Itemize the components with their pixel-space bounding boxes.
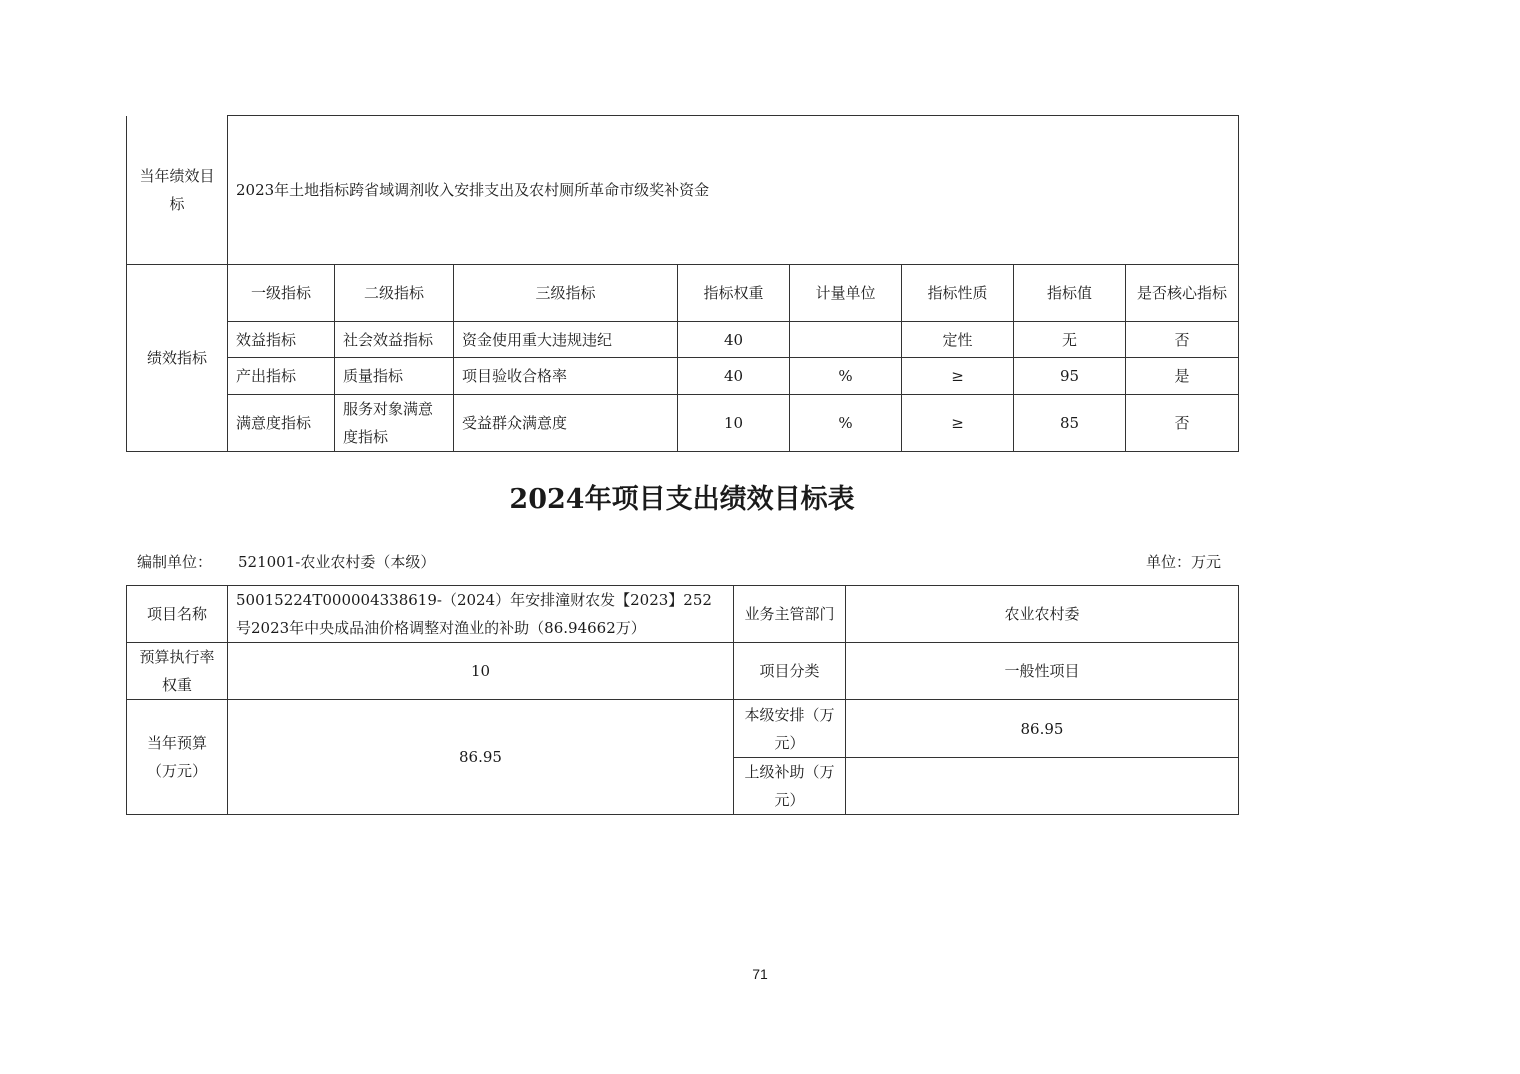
org-label: 编制单位： (137, 553, 213, 571)
cell-level3: 资金使用重大违规违纪 (454, 322, 678, 358)
table-row (127, 322, 1239, 358)
cell-nature: 定性 (902, 322, 1014, 358)
cell-value: 无 (1014, 322, 1126, 358)
performance-goal-table (126, 115, 1239, 452)
project-name-value: 50015224T000004338619-（2024）年安排潼财农发【2023】252号2023年中央成品油价格调整对渔业的补助（86.94662万） (228, 586, 734, 643)
header-level1: 一级指标 (228, 265, 335, 322)
annual-goal-label: 当年绩效目标 (127, 116, 228, 265)
category-label: 项目分类 (734, 643, 846, 700)
cell-core: 是 (1126, 358, 1239, 395)
cell-weight: 40 (678, 358, 790, 395)
cell-weight: 10 (678, 395, 790, 452)
unit-label: 单位：万元 (1146, 553, 1222, 571)
local-label: 本级安排（万元） (734, 700, 846, 758)
dept-value: 农业农村委 (846, 586, 1239, 643)
header-nature: 指标性质 (902, 265, 1014, 322)
header-unit: 计量单位 (790, 265, 902, 322)
cell-core: 否 (1126, 395, 1239, 452)
cell-level1: 效益指标 (228, 322, 335, 358)
superior-label: 上级补助（万元） (734, 758, 846, 815)
dept-label: 业务主管部门 (734, 586, 846, 643)
annual-goal-text: 2023年土地指标跨省域调剂收入安排支出及农村厕所革命市级奖补资金 (228, 116, 1239, 265)
cell-level2: 服务对象满意度指标 (335, 395, 454, 452)
category-value: 一般性项目 (846, 643, 1239, 700)
header-core: 是否核心指标 (1126, 265, 1239, 322)
cell-level3: 项目验收合格率 (454, 358, 678, 395)
cell-nature: ≥ (902, 358, 1014, 395)
local-value: 86.95 (846, 700, 1239, 758)
header-level3: 三级指标 (454, 265, 678, 322)
project-expense-table (126, 585, 1239, 815)
performance-indicator-label: 绩效指标 (127, 265, 228, 452)
superior-value (846, 758, 1239, 815)
budget-value: 86.95 (228, 700, 734, 815)
cell-level2: 质量指标 (335, 358, 454, 395)
project-name-label: 项目名称 (127, 586, 228, 643)
cell-value: 95 (1014, 358, 1126, 395)
budget-label: 当年预算（万元） (127, 700, 228, 815)
exec-rate-value: 10 (228, 643, 734, 700)
cell-level3: 受益群众满意度 (454, 395, 678, 452)
cell-core: 否 (1126, 322, 1239, 358)
cell-level1: 满意度指标 (228, 395, 335, 452)
org-value: 521001-农业农村委（本级） (238, 553, 436, 571)
cell-value: 85 (1014, 395, 1126, 452)
header-level2: 二级指标 (335, 265, 454, 322)
header-weight: 指标权重 (678, 265, 790, 322)
page-number: 71 (752, 966, 768, 982)
cell-unit: % (790, 395, 902, 452)
cell-unit: % (790, 358, 902, 395)
cell-level1: 产出指标 (228, 358, 335, 395)
exec-rate-label: 预算执行率权重 (127, 643, 228, 700)
cell-level2: 社会效益指标 (335, 322, 454, 358)
header-value: 指标值 (1014, 265, 1126, 322)
table-row (127, 395, 1239, 452)
table-row (127, 358, 1239, 395)
page-title: 2024年项目支出绩效目标表 (509, 484, 855, 515)
cell-unit (790, 322, 902, 358)
cell-weight: 40 (678, 322, 790, 358)
cell-nature: ≥ (902, 395, 1014, 452)
